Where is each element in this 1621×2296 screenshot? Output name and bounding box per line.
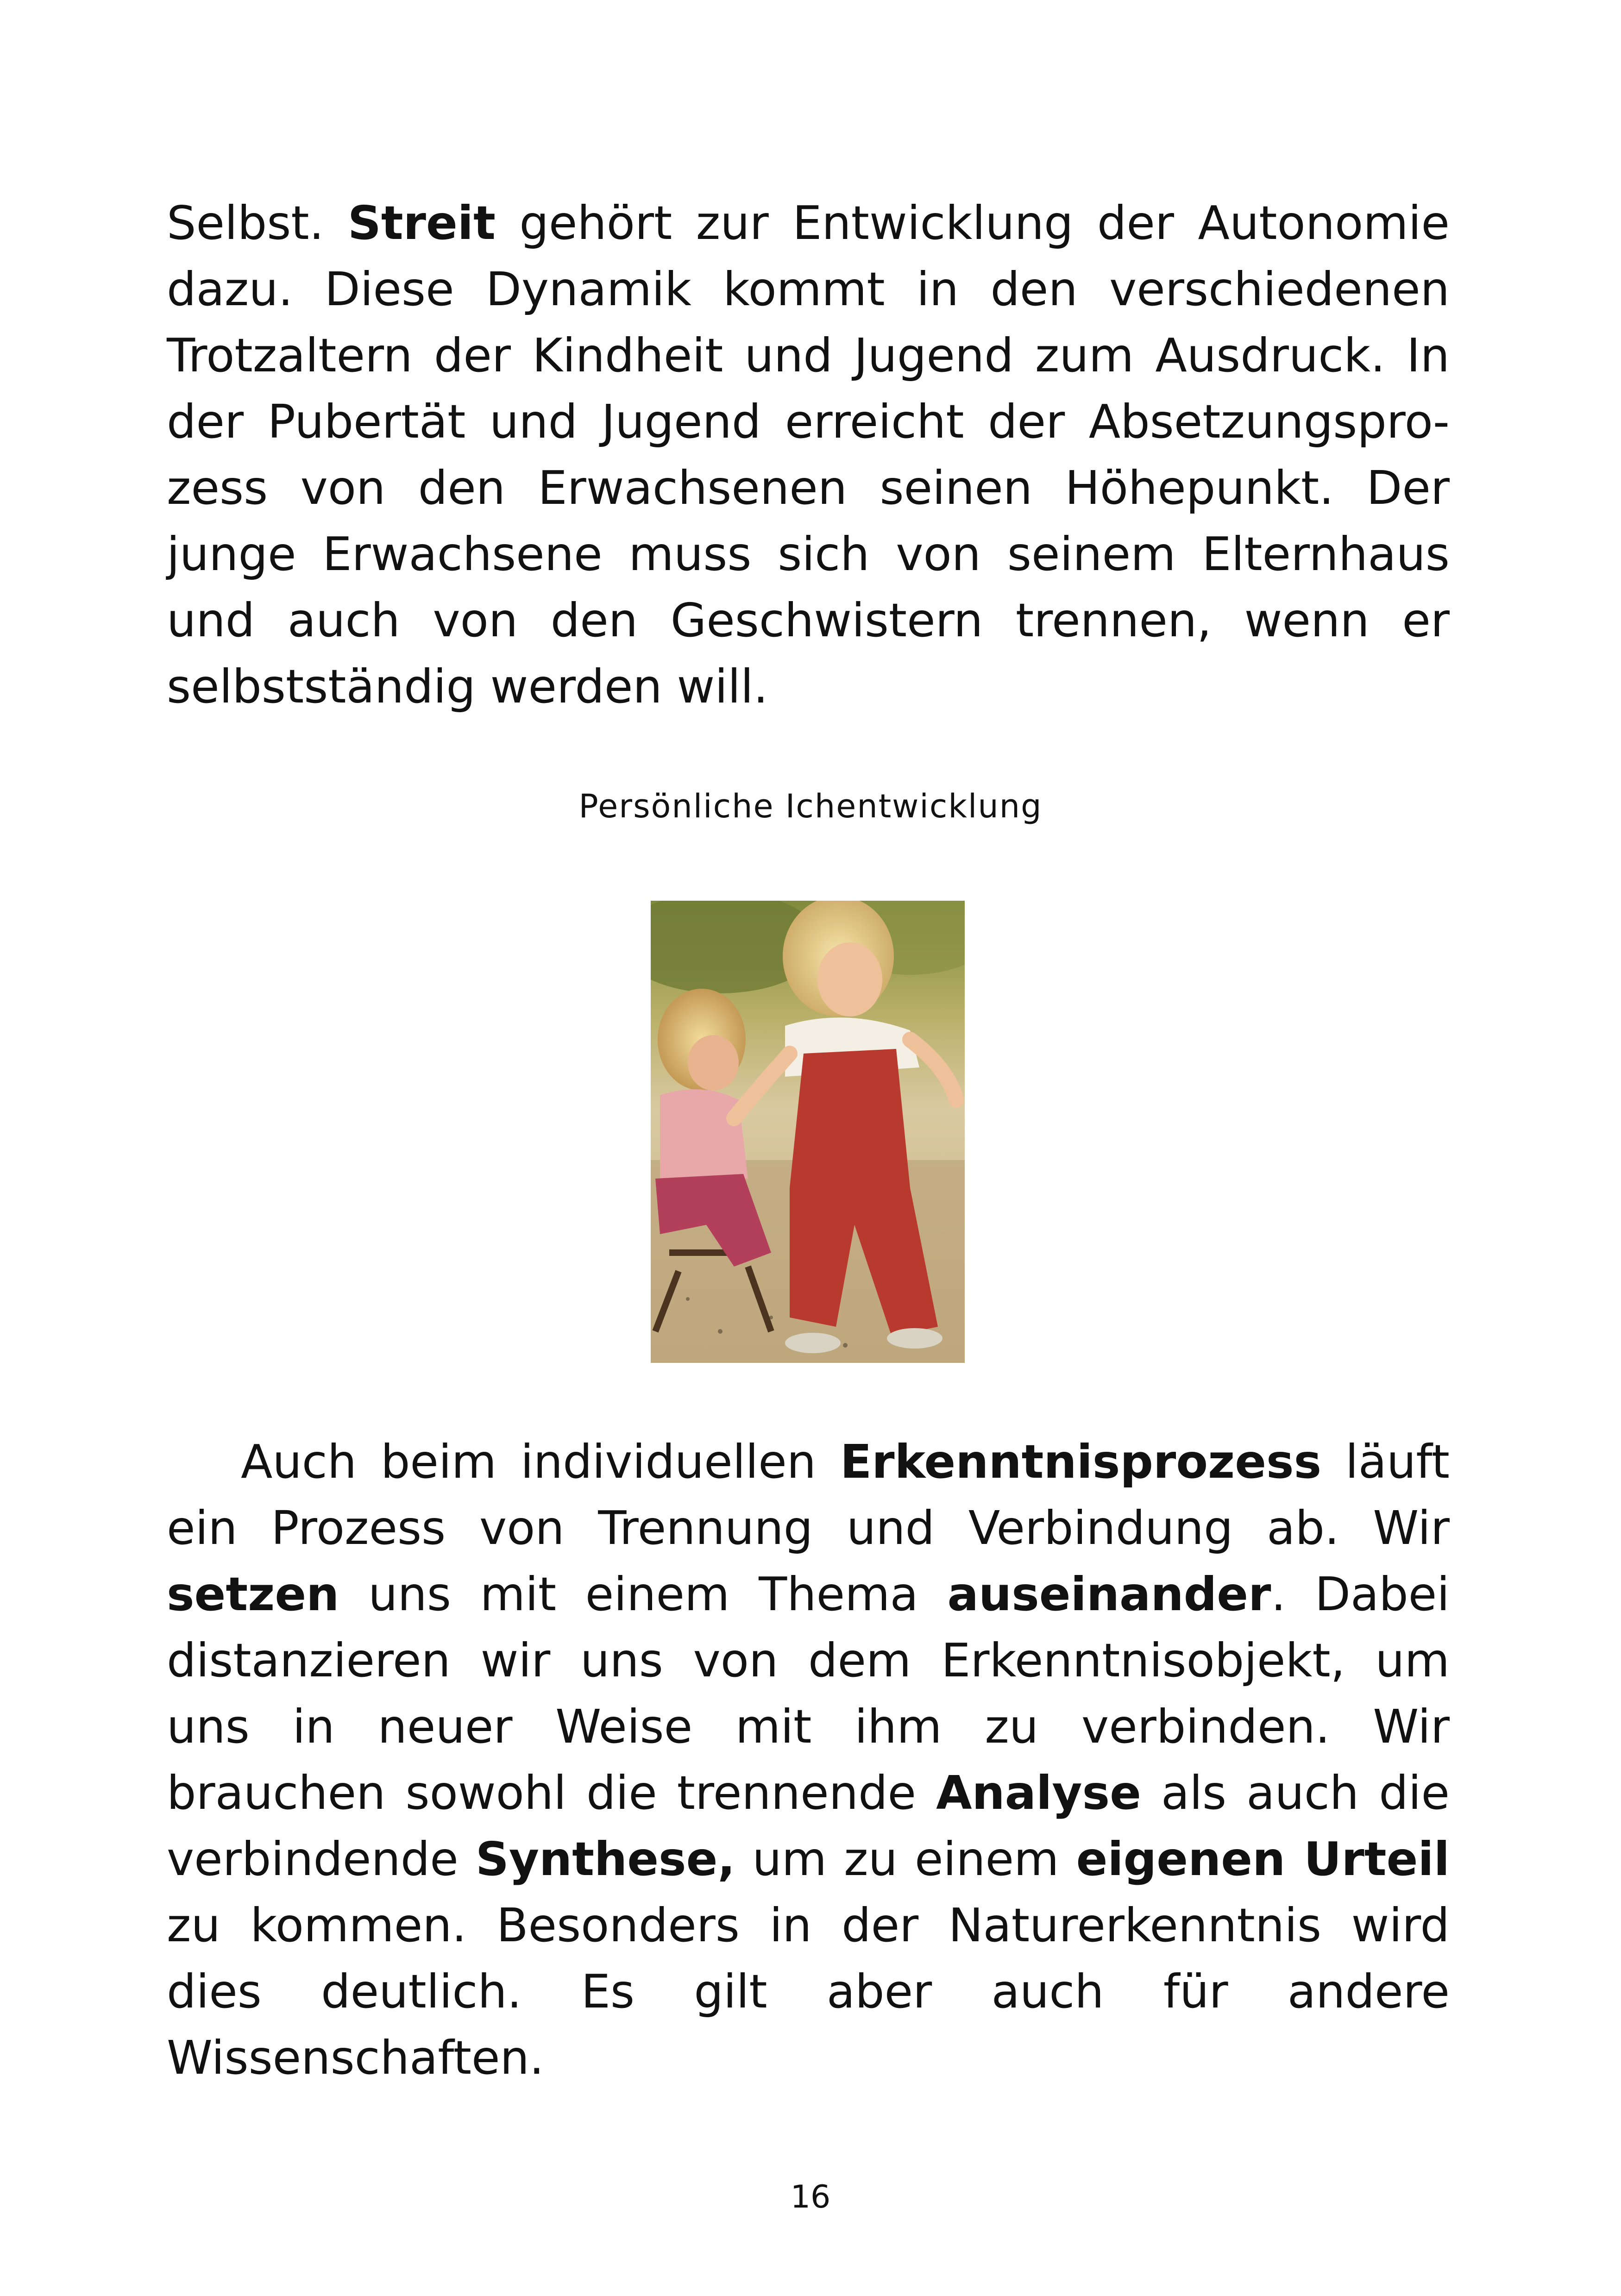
bold-term-synthese: Synthese, [475,1832,735,1886]
text-run: als auch die verbindende [167,1766,1450,1886]
bold-term-auseinander: auseinander [947,1567,1271,1621]
body-paragraph-1 [167,190,1450,720]
photo-children-playing [651,901,965,1363]
text-run: um zu einem [735,1832,1076,1886]
bold-term-streit: Streit [347,196,496,250]
text-run: Auch beim individuellen [241,1435,840,1489]
text-run: zu kommen. Besonders in der Naturerkenntnis wird dies deutlich. Es gilt aber auch für andere Wissenschaften. [167,1898,1450,2085]
text-run: uns mit einem Thema [339,1567,948,1621]
page-number: 16 [790,2179,831,2215]
text-run: . Dabei distanzieren wir uns von dem Erkenntnisobjekt, um uns in neuer Weise mit ihm zu verbinden. Wir brauchen sowohl die trennende [167,1567,1450,1820]
bold-term-setzen: setzen [167,1567,339,1621]
text-run: läuft ein Prozess von Trennung und Verbindung ab. Wir [167,1435,1450,1555]
text-run: gehört zur Entwicklung der Autonomie dazu. Diese Dynamik kommt in den verschiedenen Trotzaltern der Kindheit und Jugend zum Ausdruck. In der Pubertät und Jugend erreicht der Absetzungsprozess von den Erwachsenen seinen Höhepunkt. Der junge Erwachsene muss sich von seinem Elternhaus und auch von den Geschwistern trennen, wenn er selbstständig werden will. [167,196,1450,714]
bold-term-eigenes-urteil: eigenen Urteil [1076,1832,1450,1886]
bold-term-erkenntnisprozess: Erkenntnisprozess [840,1435,1322,1489]
figure-caption: Persönliche Ichentwicklung [578,787,1043,825]
text-run: Selbst. [167,196,348,250]
bold-term-analyse: Analyse [936,1766,1141,1820]
body-paragraph-2 [167,1429,1450,2091]
